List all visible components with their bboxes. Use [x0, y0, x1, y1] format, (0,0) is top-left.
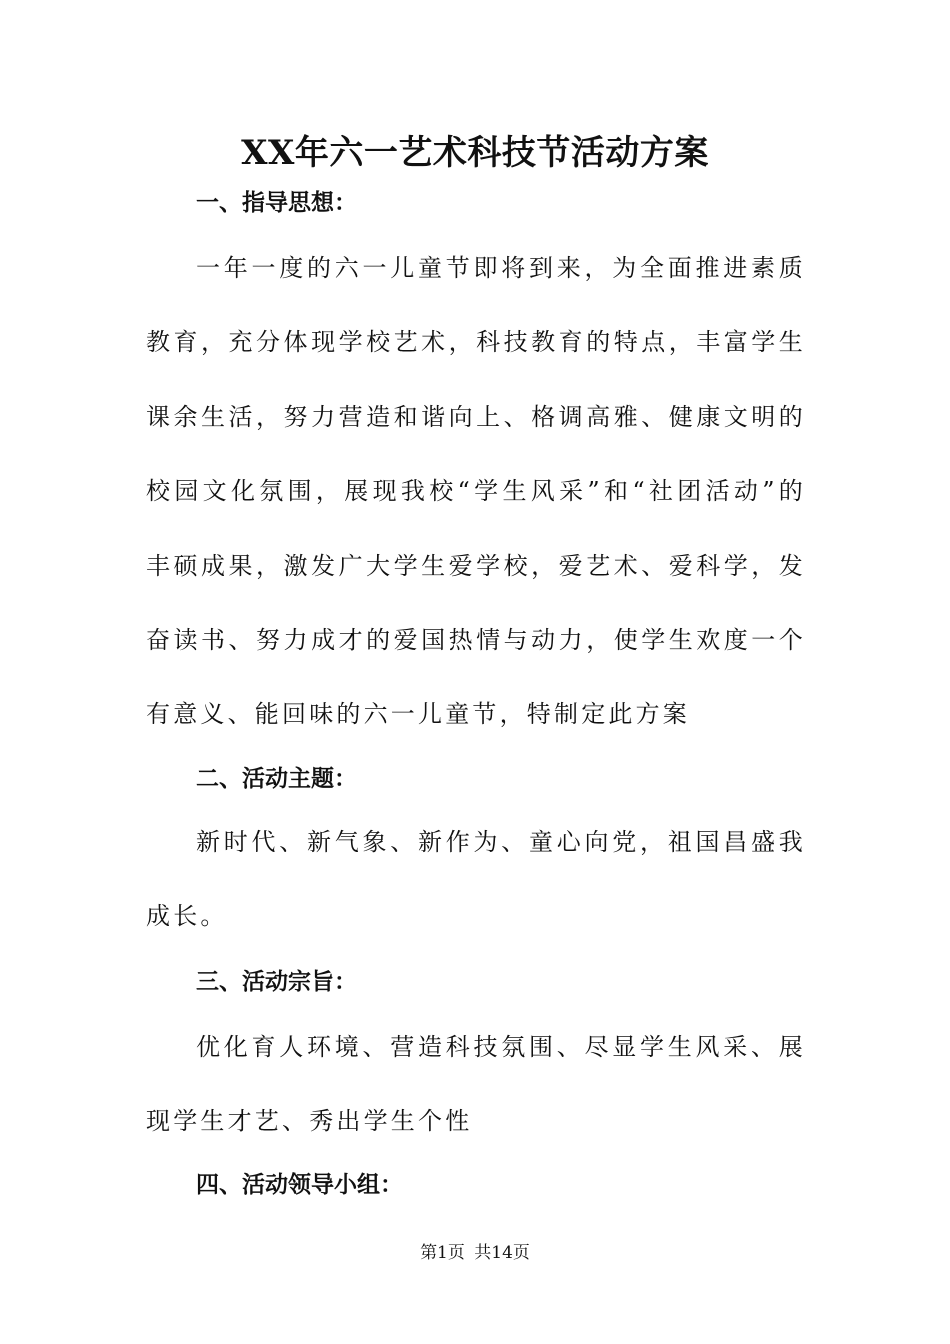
- page-total: 共14页: [474, 1243, 530, 1263]
- section-heading-theme: 二、活动主题：: [196, 766, 357, 792]
- page-number: 第1页: [420, 1243, 465, 1263]
- section-body-theme: 新时代、新气象、新作为、童心向党，祖国昌盛我成长。: [146, 828, 806, 931]
- section-body-purpose: 优化育人环境、营造科技氛围、尽显学生风采、展现学生才艺、秀出学生个性: [146, 1033, 806, 1136]
- section-heading-purpose: 三、活动宗旨：: [196, 969, 357, 995]
- section-heading-guiding-ideology: 一、指导思想：: [196, 190, 357, 216]
- page-footer: [0, 1241, 950, 1265]
- section-body-guiding-ideology: 一年一度的六一儿童节即将到来，为全面推进素质教育，充分体现学校艺术，科技教育的特点，丰富学生课余生活，努力营造和谐向上、格调高雅、健康文明的校园文化氛围，展现我校“学生风采”和“社团活动”的丰硕成果，激发广大学生爱学校，爱艺术、爱科学，发奋读书、努力成才的爱国热情与动力，使学生欢度一个有意义、能回味的六一儿童节，特制定此方案: [146, 254, 806, 729]
- section-heading-leadership-group: 四、活动领导小组：: [196, 1172, 403, 1198]
- document-title: XX年六一艺术科技节活动方案: [241, 133, 709, 173]
